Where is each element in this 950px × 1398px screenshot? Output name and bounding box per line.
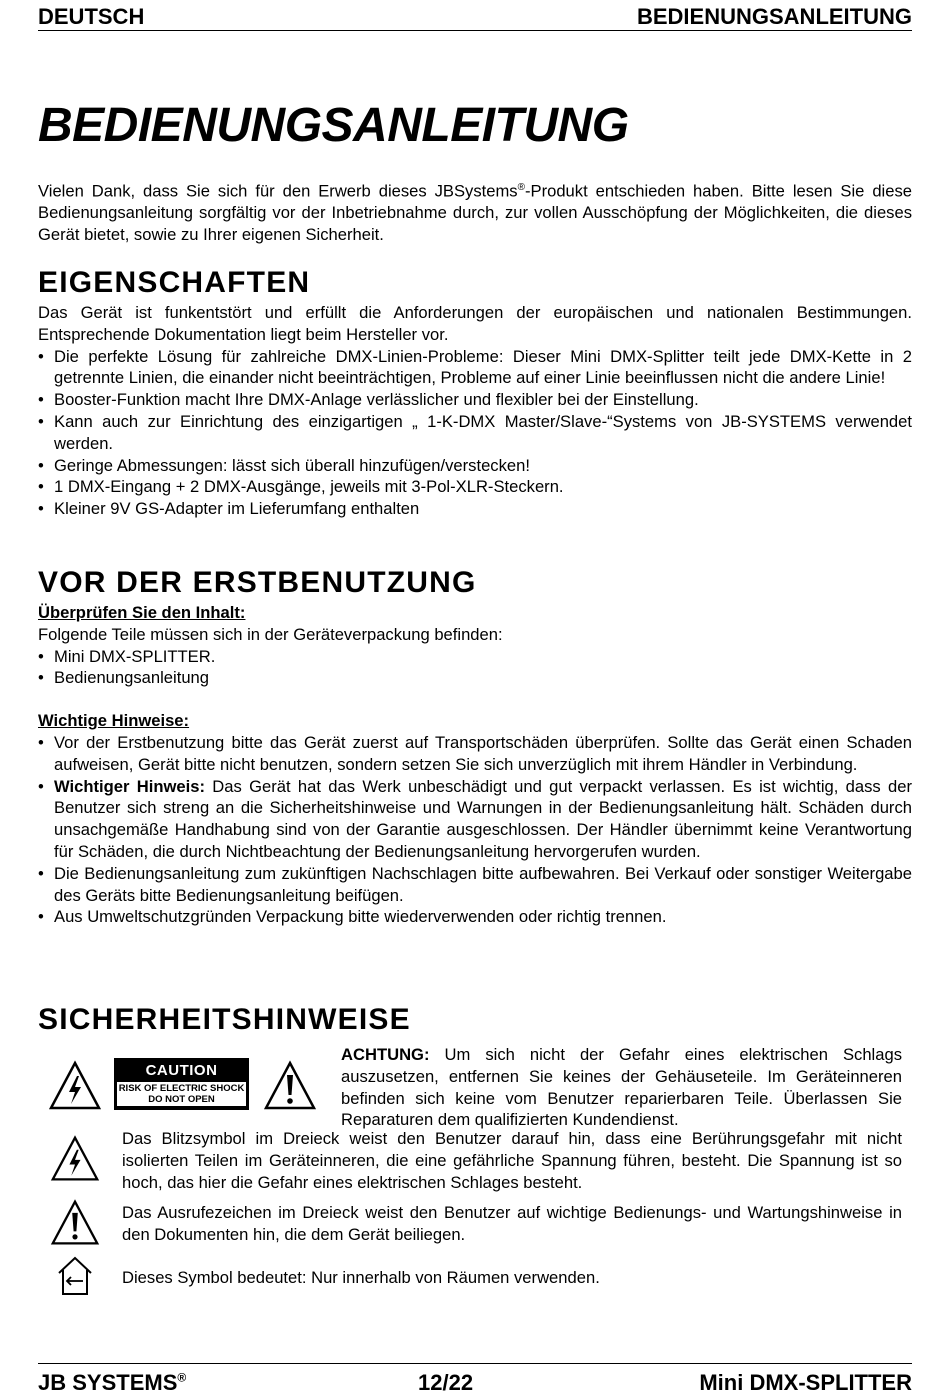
heading-vor-der-erstbenutzung: VOR DER ERSTBENUTZUNG (38, 566, 477, 599)
document-title: BEDIENUNGSANLEITUNG (38, 99, 629, 152)
list-item: • Bedienungsanleitung (38, 667, 912, 689)
page-number: 12/22 (418, 1370, 474, 1395)
ausruf-paragraph: Das Ausrufezeichen im Dreieck weist den Benutzer auf wichtige Bedienungs- und Wartungshinweise in den Dokumenten hin, die dem Gerät beiliegen. (122, 1203, 902, 1244)
indoor-use-icon (55, 1255, 95, 1297)
inhalt-list (38, 646, 912, 690)
eigenschaften-text: Das Gerät ist funkentstört und erfüllt die Anforderungen der europäischen und nationalen Bestimmungen. Entsprechende Dokumentation liegt beim Hersteller vor. (38, 303, 912, 344)
list-item: • Aus Umweltschutzgründen Verpackung bitte wiederverwenden oder richtig trennen. (38, 906, 912, 928)
list-item: • Kleiner 9V GS-Adapter im Lieferumfang enthalten (38, 498, 912, 520)
inhalt-text: Folgende Teile müssen sich in der Geräteverpackung befinden: (38, 624, 503, 644)
achtung-paragraph: ACHTUNG: Um sich nicht der Gefahr eines elektrischen Schlags auszusetzen, entfernen Sie keines der Gehäuseteile. Im Geräteinneren befinden sich keine vom Benutzer reparierbaren Teile. Überlassen Sie Reparaturen dem qualifizierten Kundendienst. (341, 1045, 902, 1130)
list-item: • Kann auch zur Einrichtung des einzigartigen „ 1-K-DMX Master/Slave-“Systems von JB-SYSTEMS verwendet werden. (38, 411, 912, 455)
footer-brand: JB SYSTEMS® (38, 1370, 187, 1395)
vor-section (38, 602, 912, 928)
heading-eigenschaften: EIGENSCHAFTEN (38, 266, 311, 299)
footer-product: Mini DMX-SPLITTER (699, 1370, 912, 1395)
indoor-paragraph: Dieses Symbol bedeutet: Nur innerhalb von Räumen verwenden. (122, 1268, 600, 1287)
header-doc-title: BEDIENUNGSANLEITUNG (636, 4, 912, 29)
subheading-inhalt: Überprüfen Sie den Inhalt: (38, 603, 246, 622)
exclamation-warning-icon (263, 1060, 317, 1112)
list-item: • Booster-Funktion macht Ihre DMX-Anlage verlässlicher und flexibler bei der Einstellung. (38, 389, 912, 411)
caution-label (114, 1058, 249, 1110)
hinweise-list (38, 732, 912, 928)
intro-text-start: Vielen Dank, dass Sie sich für den Erwerb dieses JBSystems (38, 181, 518, 201)
intro-paragraph (38, 177, 912, 246)
registered-mark: ® (517, 182, 525, 193)
lightning-warning-icon (50, 1134, 100, 1184)
header-language: DEUTSCH (38, 4, 145, 29)
intro-text-end: -Produkt entschieden haben. Bitte lesen Sie diese Bedienungsanleitung sorgfältig vor der Inbetriebnahme durch, zur vollen Ausschöpfung der Möglichkeiten, die dieses Gerät bietet, sowie zu Ihrer eigenen Sicherheit. (38, 181, 912, 245)
list-item: • 1 DMX-Eingang + 2 DMX-Ausgänge, jeweils mit 3-Pol-XLR-Steckern. (38, 476, 912, 498)
eigenschaften-section (38, 302, 912, 520)
blitz-paragraph: Das Blitzsymbol im Dreieck weist den Benutzer darauf hin, dass eine Berührungsgefahr mit nicht isolierten Teilen im Geräteinneren, die eine gefährliche Spannung führen, besteht. Die Spannung ist so hoch, das hier die Gefahr eines elektrischen Schlages besteht. (122, 1129, 902, 1192)
list-item: • Mini DMX-SPLITTER. (38, 646, 912, 668)
heading-sicherheitshinweise: SICHERHEITSHINWEISE (38, 1003, 411, 1036)
list-item: • Vor der Erstbenutzung bitte das Gerät zuerst auf Transportschäden überprüfen. Sollte das Gerät einen Schaden aufweisen, Gerät bitte nicht benutzen, sondern setzen Sie sich unverzüglich mit ihrem Händler in Verbindung. (38, 732, 912, 776)
list-item: • Die perfekte Lösung für zahlreiche DMX-Linien-Probleme: Dieser Mini DMX-Splitter teilt jede DMX-Kette in 2 getrennte Linien, die einander nicht beeinträchtigen, Probleme auf einer Linie beeinflussen nicht die andere Linie! (38, 346, 912, 390)
page-header (38, 2, 912, 31)
page-footer (38, 1363, 912, 1398)
eigenschaften-list (38, 346, 912, 520)
subheading-hinweise: Wichtige Hinweise: (38, 711, 190, 731)
list-item: • Die Bedienungsanleitung zum zukünftigen Nachschlagen bitte aufbewahren. Bei Verkauf oder sonstiger Weitergabe des Geräts bitte Bedienungsanleitung beifügen. (38, 863, 912, 907)
lightning-warning-icon (48, 1060, 102, 1112)
caution-subtext: RISK OF ELECTRIC SHOCK DO NOT OPEN (118, 1083, 245, 1105)
list-item: • Geringe Abmessungen: lässt sich überall hinzufügen/verstecken! (38, 455, 912, 477)
list-item: • Wichtiger Hinweis: Das Gerät hat das Werk unbeschädigt und gut verpackt verlassen. Es ist wichtig, dass der Benutzer sich streng an die Sicherheitshinweise und Warnungen in der Bedienungsanleitung hält. Schäden durch unsachgemäße Handhabung sind von der Garantie ausgeschlossen. Der Händler übernimmt keine Verantwortung für Schäden, die durch Nichtbeachtung der Bedienungsanleitung hervorgerufen wurden. (38, 776, 912, 863)
caution-title: CAUTION (145, 1062, 218, 1079)
exclamation-warning-icon (50, 1198, 100, 1248)
